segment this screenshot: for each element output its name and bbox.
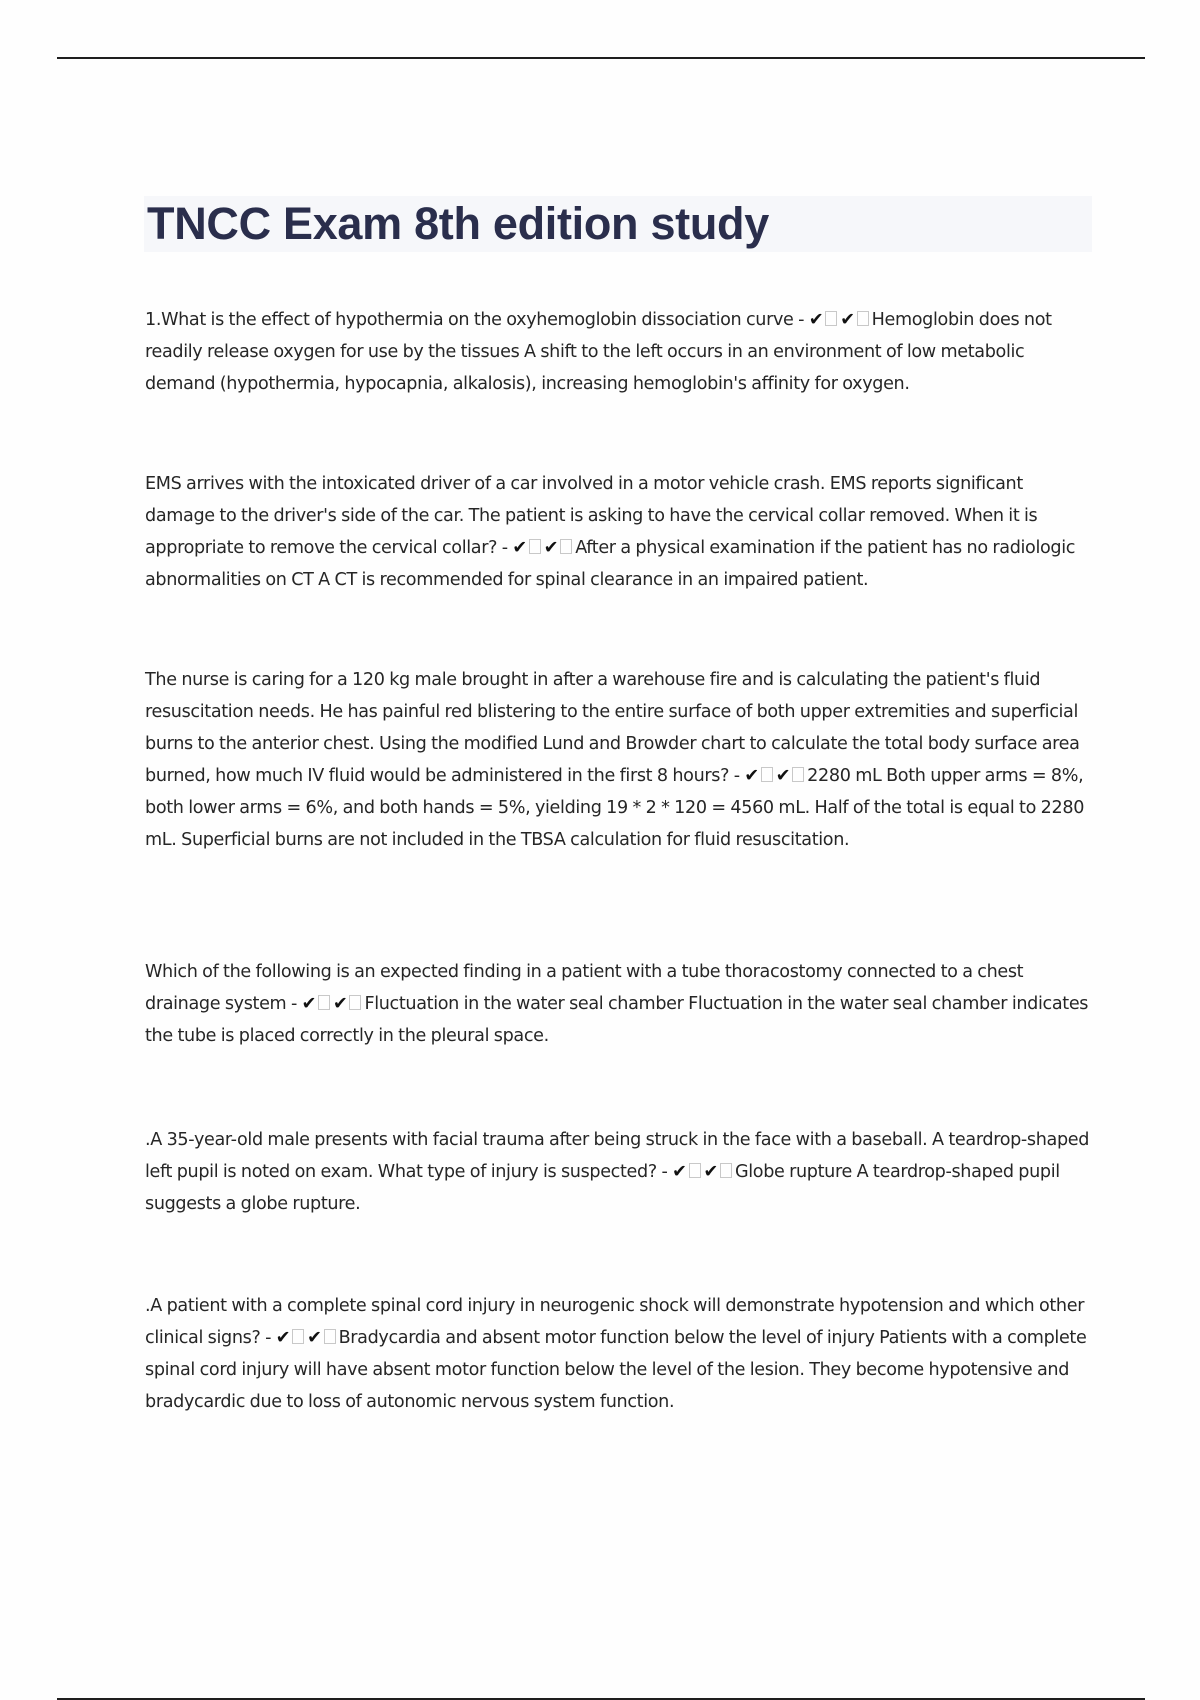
qa-item (145, 1124, 1090, 1220)
answer-text: Globe rupture A teardrop-shaped pupil suggests a globe rupture. (145, 1162, 1060, 1214)
question-text: .A patient with a complete spinal cord injury in neurogenic shock will demonstrate hypotension and which other clinical signs? (145, 1296, 1085, 1348)
question-text: EMS arrives with the intoxicated driver of a car involved in a motor vehicle crash. EMS reports significant damage to the driver's side of the car. The patient is asking to have the cervical collar removed. When it is appropriate to remove the cervical collar? (145, 474, 1038, 558)
check-mark-icon: ✔ (808, 310, 824, 330)
answer-text: 2280 mL Both upper arms = 8%, both lower arms = 6%, and both hands = 5%, yielding 19 * 2 * 120 = 4560 mL. Half of the total is equal to 2280 mL. Superficial burns are not included in the TBSA calculation for fluid resuscitation. (145, 766, 1085, 850)
separator: - (497, 538, 513, 558)
answer-text: Bradycardia and absent motor function below the level of injury Patients with a complete spinal cord injury will have absent motor function below the level of the lesion. They become hypotensive and bradycardic due to loss of autonomic nervous system function. (145, 1328, 1087, 1412)
check-mark-icon: ✔ (672, 1162, 687, 1182)
answer-text: Fluctuation in the water seal chamber Fluctuation in the water seal chamber indicates the tube is placed correctly in the pleural space. (145, 994, 1089, 1046)
question-text: Which of the following is an expected finding in a patient with a tube thoracostomy connected to a chest drainage system (145, 962, 1024, 1014)
separator: - (286, 994, 302, 1014)
empty-box-icon (792, 767, 804, 782)
check-mark-icon: ✔ (543, 538, 559, 558)
question-text: 1.What is the effect of hypothermia on the oxyhemoglobin dissociation curve (145, 310, 794, 330)
empty-box-icon (292, 1329, 304, 1344)
answer-text: After a physical examination if the patient has no radiologic abnormalities on CT A CT is recommended for spinal clearance in an impaired patient. (145, 538, 1076, 590)
check-mark-icon: ✔ (307, 1328, 322, 1348)
check-mark-icon: ✔ (512, 538, 527, 558)
check-mark-icon: ✔ (333, 994, 348, 1014)
header-rule (57, 57, 1145, 59)
empty-box-icon (318, 995, 330, 1010)
empty-box-icon (324, 1329, 336, 1344)
empty-box-icon (825, 311, 837, 326)
empty-box-icon (761, 767, 773, 782)
qa-item (145, 304, 1090, 400)
check-mark-icon: ✔ (775, 766, 791, 786)
separator: - (260, 1328, 276, 1348)
empty-box-icon (349, 995, 361, 1010)
empty-box-icon (857, 311, 869, 326)
qa-item (145, 468, 1090, 596)
qa-item (145, 664, 1090, 856)
separator: - (656, 1162, 673, 1182)
page-title: TNCC Exam 8th edition study (147, 198, 769, 249)
check-mark-icon: ✔ (744, 766, 759, 786)
empty-box-icon (720, 1163, 732, 1178)
qa-item (145, 956, 1090, 1052)
question-text: The nurse is caring for a 120 kg male brought in after a warehouse fire and is calculating the patient's fluid resuscitation needs. He has painful red blistering to the entire surface of both upper extremities and superficial burns to the anterior chest. Using the modified Lund and Browder chart to calculate the total body surface area burned, how much IV fluid would be administered in the first 8 hours? (145, 670, 1080, 786)
check-mark-icon: ✔ (840, 310, 855, 330)
empty-box-icon (529, 539, 541, 554)
separator: - (793, 310, 809, 330)
check-mark-icon: ✔ (703, 1162, 718, 1182)
check-mark-icon: ✔ (275, 1328, 291, 1348)
empty-box-icon (560, 539, 572, 554)
question-text: .A 35-year-old male presents with facial trauma after being struck in the face with a baseball. A teardrop-shaped left pupil is noted on exam. What type of injury is suspected? (145, 1130, 1090, 1182)
separator: - (729, 766, 745, 786)
check-mark-icon: ✔ (301, 994, 317, 1014)
answer-text: Hemoglobin does not readily release oxygen for use by the tissues A shift to the left occurs in an environment of low metabolic demand (hypothermia, hypocapnia, alkalosis), increasing hemoglobin's affinity for oxygen. (145, 310, 1052, 394)
empty-box-icon (689, 1163, 701, 1178)
qa-item (145, 1290, 1090, 1418)
